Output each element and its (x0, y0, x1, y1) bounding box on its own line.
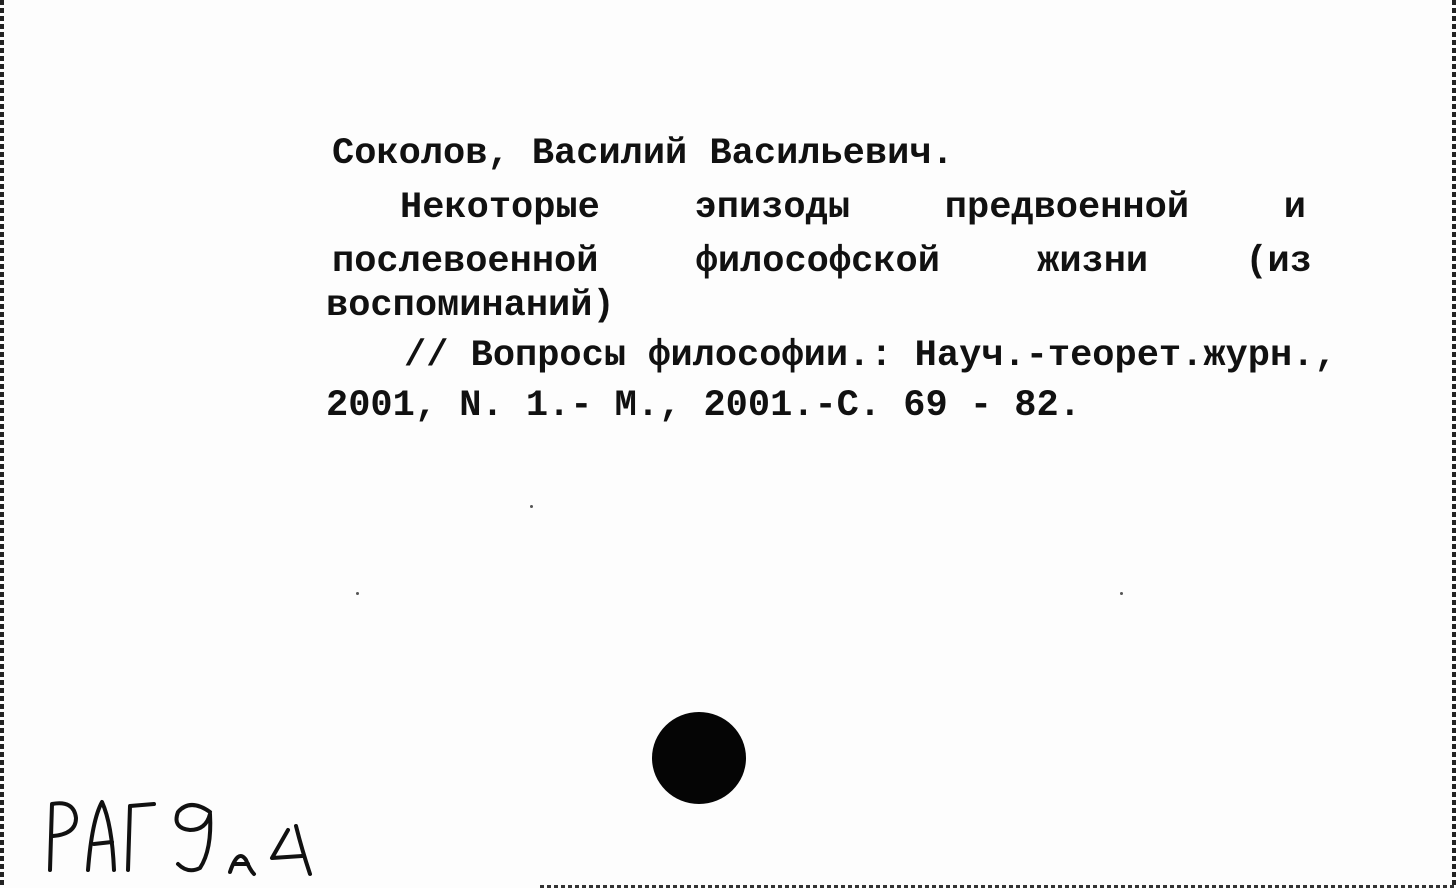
title-word: Некоторые (400, 187, 600, 229)
title-word: философской (695, 241, 940, 283)
title-word: предвоенной (944, 187, 1190, 229)
source-line-2: 2001, N. 1.- М., 2001.-С. 69 - 82. (326, 385, 1081, 427)
source-line-1: // Вопросы философии.: Науч.-теорет.журн., (404, 335, 1337, 377)
handwritten-shelfmark (40, 790, 340, 880)
title-word: (из (1245, 241, 1312, 283)
title-line-3: воспоминаний) (326, 285, 615, 327)
title-word: послевоенной (332, 241, 599, 283)
title-word: и (1283, 187, 1306, 229)
speck (1120, 592, 1123, 595)
author-heading: Соколов, Василий Васильевич. (332, 133, 954, 175)
speck (356, 592, 359, 595)
title-line-1 (400, 182, 1306, 234)
title-word: жизни (1037, 241, 1149, 283)
title-word: эпизоды (694, 187, 851, 229)
speck (530, 505, 533, 508)
punch-hole (652, 712, 746, 804)
